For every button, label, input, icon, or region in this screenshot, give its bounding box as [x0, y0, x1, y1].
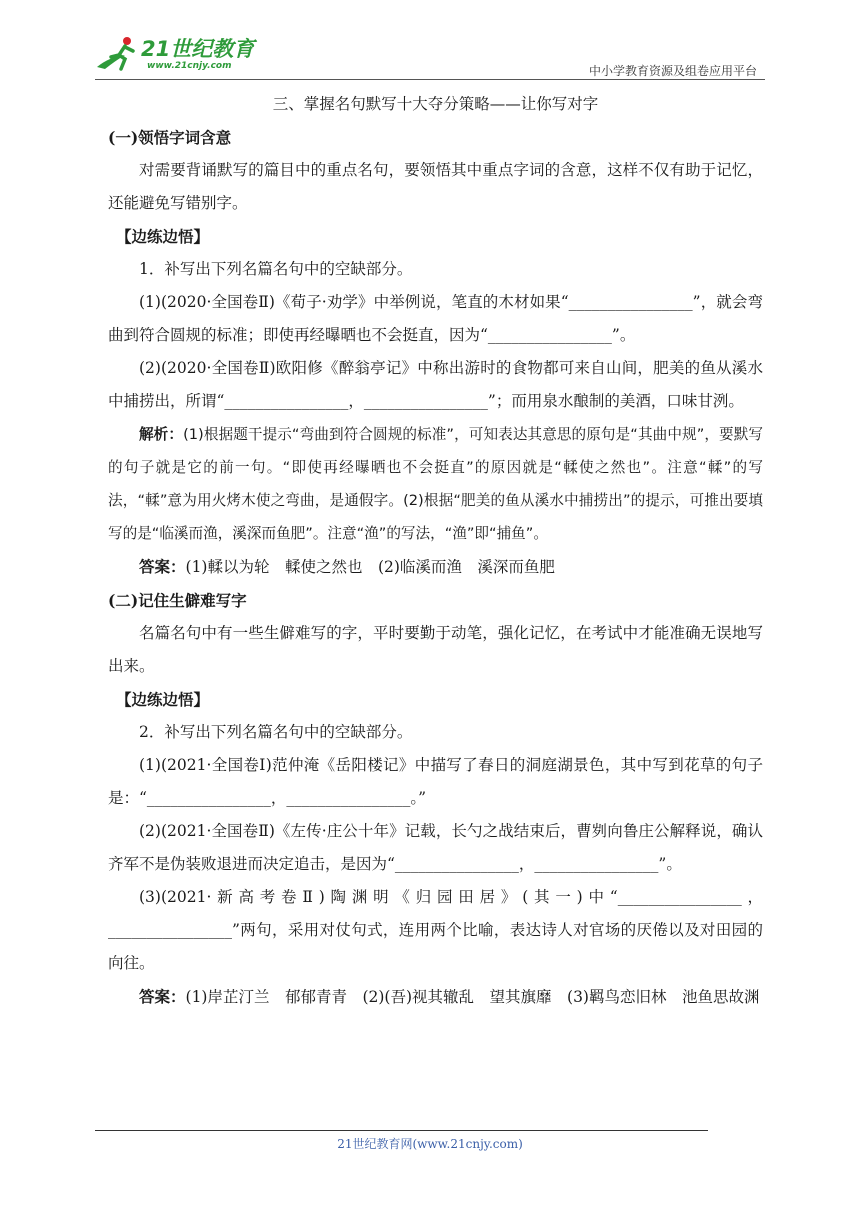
page-title: 三、掌握名句默写十大夺分策略——让你写对字: [272, 95, 599, 113]
answer-text-1: (1)輮以为轮 輮使之然也 (2)临溪而渔 溪深而鱼肥: [185, 558, 555, 576]
page-header: [0, 0, 860, 80]
section-intro-2: 名篇名句中有一些生僻难写的字，平时要勤于动笔，强化记忆，在考试中才能准确无误地写出来。: [108, 624, 763, 675]
document-body: [108, 88, 763, 1014]
logo-url: www.21cnjy.com: [147, 61, 232, 71]
site-logo[interactable]: [95, 33, 265, 77]
question-2-3: (3)(2021·新高考卷Ⅱ)陶渊明《归园田居》(其一)中“________________，________________”两句，采用对仗句式，连用两个比喻，表达诗人对官场的厌倦以及对田园的向往。: [108, 888, 763, 972]
analysis-text: (1)根据题干提示“弯曲到符合圆规的标准”，可知表达其意思的原句是“其曲中规”，要默写的句子就是它的前一句。“即使再经曝晒也不会挺直”的原因就是“輮使之然也”。注意“輮”的写法，“輮”意为用火烤木使之弯曲，是通假字。(2)根据“肥美的鱼从溪水中捕捞出”的提示，可推出要填写的是“临溪而渔，溪深而鱼肥”。注意“渔”的写法，“渔”即“捕鱼”。: [108, 426, 763, 542]
analysis-paragraph: [108, 418, 763, 550]
logo-text: 21世纪教育: [141, 37, 255, 61]
question-1-1: (1)(2020·全国卷Ⅱ)《荀子·劝学》中举例说，笔直的木材如果“________________”，就会弯曲到符合圆规的标准；即使再经曝晒也不会挺直，因为“________________”。: [108, 293, 763, 344]
header-divider: [95, 79, 765, 80]
question-intro-1: 1．补写出下列名篇名句中的空缺部分。: [139, 260, 413, 278]
section-heading-2: (二)记住生僻难写字: [108, 591, 247, 610]
platform-label: 中小学教育资源及组卷应用平台: [588, 64, 757, 78]
section-intro-1: 对需要背诵默写的篇目中的重点名句，要领悟其中重点字词的含意，这样不仅有助于记忆，还能避免写错别字。: [108, 161, 763, 212]
analysis-label: 解析：: [139, 426, 184, 443]
question-2-2: (2)(2021·全国卷Ⅱ)《左传·庄公十年》记载，长勺之战结束后，曹刿向鲁庄公解释说，确认齐军不是伪装败退进而决定追击，是因为“________________，________________”。: [108, 822, 763, 873]
answer-label-1: 答案：: [139, 557, 186, 576]
answer-paragraph-1: [108, 550, 763, 584]
practice-label-2: 【边练边悟】: [116, 690, 210, 709]
runner-icon: [95, 33, 143, 77]
practice-label-1: 【边练边悟】: [116, 227, 210, 246]
section-heading-1: (一)领悟字词含意: [108, 128, 232, 147]
question-intro-2: 2．补写出下列名篇名句中的空缺部分。: [139, 723, 413, 741]
footer-link[interactable]: 21世纪教育网(www.21cnjy.com): [337, 1137, 523, 1151]
answer-paragraph-2: [108, 980, 763, 1014]
answer-label-2: 答案：: [139, 987, 186, 1006]
footer-divider: [95, 1130, 708, 1131]
question-1-2: (2)(2020·全国卷Ⅱ)欧阳修《醉翁亭记》中称出游时的食物都可来自山间，肥美的鱼从溪水中捕捞出，所谓“________________，________________”；而用泉水酿制的美酒，口味甘洌。: [108, 359, 763, 410]
question-2-1: (1)(2021·全国卷Ⅰ)范仲淹《岳阳楼记》中描写了春日的洞庭湖景色，其中写到花草的句子是：“________________，________________。”: [108, 756, 763, 807]
answer-text-2: (1)岸芷汀兰 郁郁青青 (2)(吾)视其辙乱 望其旗靡 (3)羁鸟恋旧林 池鱼思故渊: [185, 988, 760, 1006]
